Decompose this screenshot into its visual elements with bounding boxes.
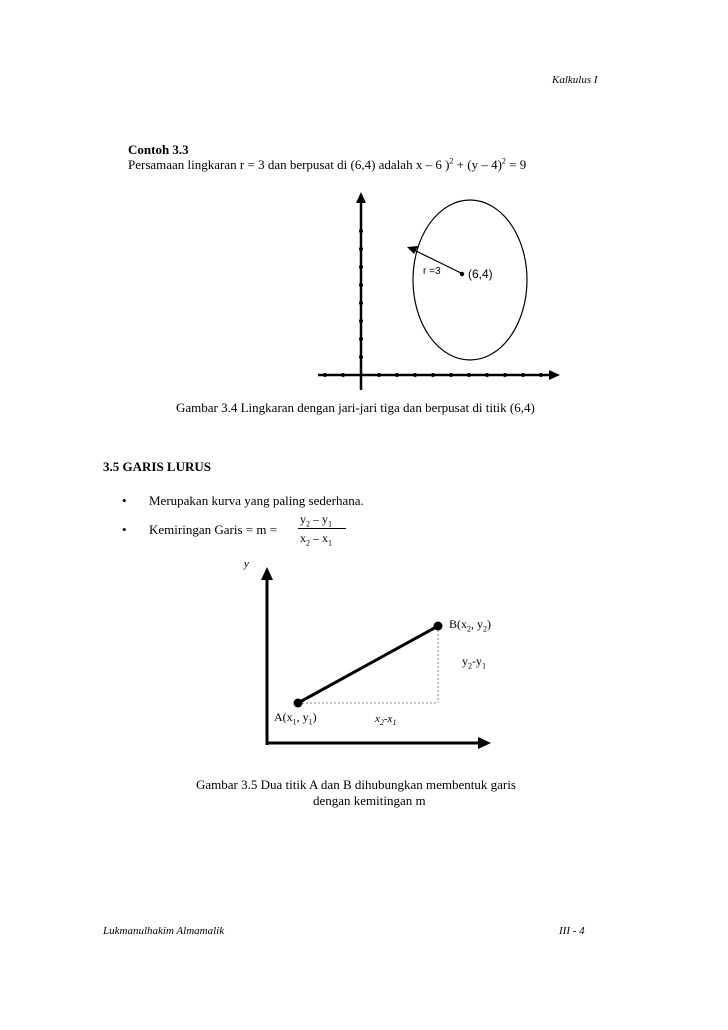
dx-text: x [375, 713, 380, 725]
bullet-dot-1: • [122, 493, 127, 508]
radius-label: r =3 [423, 266, 441, 277]
running-header: Kalkulus I [552, 74, 598, 86]
denominator-sub-2: 2 [306, 538, 310, 548]
figure-3-5-caption-line1: Gambar 3.5 Dua titik A dan B dihubungkan membentuk garis [196, 777, 516, 792]
numerator-sub-2: 2 [306, 519, 310, 529]
point-a-dot [294, 699, 303, 708]
dx-mid: -x [383, 713, 393, 725]
bullet-text-2: Kemiringan Garis = m = [149, 522, 278, 537]
dy-sub-1: 2 [468, 661, 472, 671]
point-b-text: B(x [449, 617, 467, 631]
equation-exponent-2: 2 [501, 156, 506, 166]
numerator-sub-1: 1 [328, 519, 332, 529]
fig2-y-axis-label: y [244, 558, 249, 570]
fig2-y-axis-arrowhead [261, 567, 273, 580]
equation-end: = 9 [505, 157, 527, 172]
point-b-dot [434, 622, 443, 631]
point-b-end: ) [487, 617, 491, 631]
denominator-x2: x [300, 531, 306, 545]
figure-3-4-caption: Gambar 3.4 Lingkaran dengan jari-jari tiga dan berpusat di titik (6,4) [176, 400, 535, 415]
denominator-minus-x: – x [310, 531, 328, 545]
figure-3-5-caption-line2: dengan kemitingan m [313, 793, 426, 808]
point-b-sub-2: 2 [483, 624, 487, 634]
dy-label [462, 654, 486, 669]
point-b-sub-1: 2 [467, 624, 471, 634]
point-b-label [449, 617, 491, 632]
center-label: (6,4) [468, 267, 493, 281]
dy-sub-2: 1 [482, 661, 486, 671]
numerator-y2: y [300, 512, 306, 526]
footer-author: Lukmanulhakim Almamalik [103, 925, 225, 937]
point-a-mid: , y [296, 710, 309, 724]
footer-page-number: III - 4 [559, 925, 585, 937]
equation-text: Persamaan lingkaran r = 3 dan berpusat di (6,4) adalah x – 6 ) [128, 157, 450, 172]
example-heading: Contoh 3.3 [128, 142, 189, 157]
bullet-text-1: Merupakan kurva yang paling sederhana. [149, 493, 364, 508]
dx-sub-1: 2 [379, 718, 384, 728]
dx-sub-2: 1 [392, 718, 397, 728]
point-a-text: A(x [274, 710, 293, 724]
fig2-x-axis-arrowhead [478, 737, 491, 749]
line-segment-ab [298, 626, 438, 703]
denominator-sub-1: 1 [328, 538, 332, 548]
point-a-end: ) [312, 710, 317, 724]
dy-text: y [462, 654, 468, 668]
point-a-label [274, 710, 317, 725]
dy-mid: -y [472, 654, 482, 668]
point-b-mid: , y [471, 617, 483, 631]
point-a-sub-2: 1 [308, 717, 313, 727]
equation-exponent-1: 2 [449, 156, 454, 166]
dx-label [375, 713, 397, 728]
point-a-sub-1: 1 [292, 717, 297, 727]
bullet-dot-2: • [122, 522, 127, 537]
numerator-minus-y: – y [310, 512, 328, 526]
equation-middle: + (y – 4) [453, 157, 502, 172]
section-heading: 3.5 GARIS LURUS [103, 459, 211, 474]
